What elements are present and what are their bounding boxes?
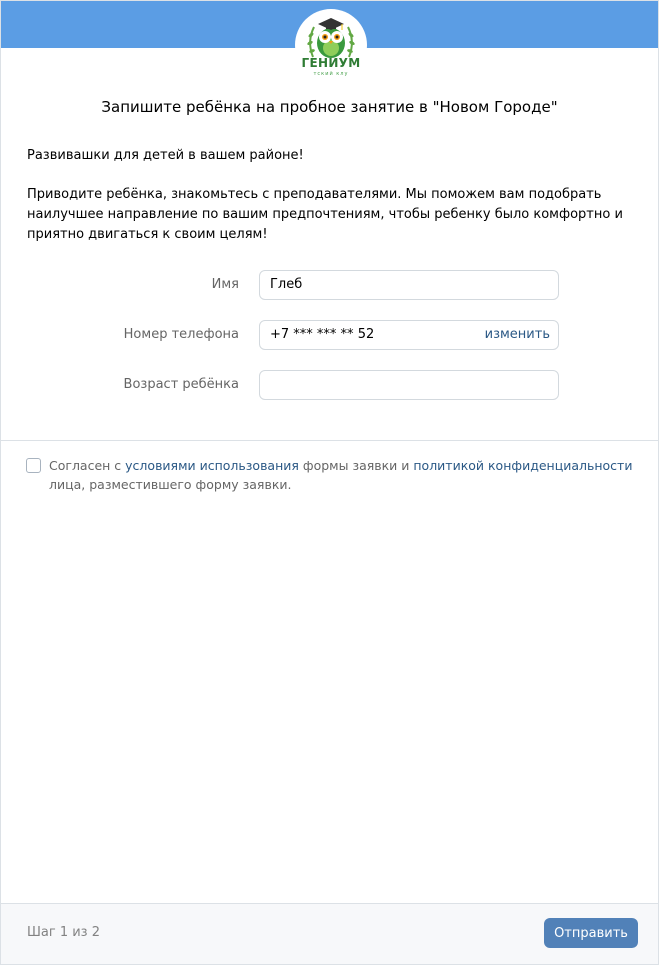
phone-field[interactable] xyxy=(259,320,559,350)
form-footer xyxy=(1,903,658,965)
consent-text xyxy=(49,456,634,494)
change-phone-link[interactable]: изменить xyxy=(484,327,550,342)
consent-checkbox[interactable] xyxy=(26,458,41,473)
description-text: Приводите ребёнка, знакомьтесь с преподавателями. Мы поможем вам подобрать наилучшее направление по вашим предпочтениям, чтобы ребенку было комфортно и приятно двигаться к своим целям! xyxy=(27,187,623,242)
logo-name: ГЕНИУМ xyxy=(301,56,361,70)
age-label: Возраст ребёнка xyxy=(123,377,239,392)
phone-value: +7 *** *** ** 52 xyxy=(270,327,375,342)
form-title: Запишите ребёнка на пробное занятие в "Новом Городе" xyxy=(101,98,558,116)
name-value: Глеб xyxy=(270,277,303,292)
consent-prefix: Согласен с xyxy=(49,458,126,473)
step-indicator: Шаг 1 из 2 xyxy=(27,925,100,940)
section-divider xyxy=(1,440,658,441)
logo-subtitle: тский клу xyxy=(313,71,349,77)
submit-button[interactable]: Отправить xyxy=(544,918,638,948)
consent-suffix: лица, разместившего форму заявки. xyxy=(49,477,292,492)
terms-link[interactable]: условиями использования xyxy=(125,458,299,473)
intro-text: Развивашки для детей в вашем районе! xyxy=(27,148,304,163)
name-field[interactable] xyxy=(259,270,559,300)
privacy-link[interactable]: политикой конфиденциальности xyxy=(413,458,633,473)
consent-middle: формы заявки и xyxy=(298,458,414,473)
logo xyxy=(295,9,367,81)
phone-label: Номер телефона xyxy=(123,327,239,342)
name-label: Имя xyxy=(211,277,239,292)
age-field[interactable] xyxy=(259,370,559,400)
